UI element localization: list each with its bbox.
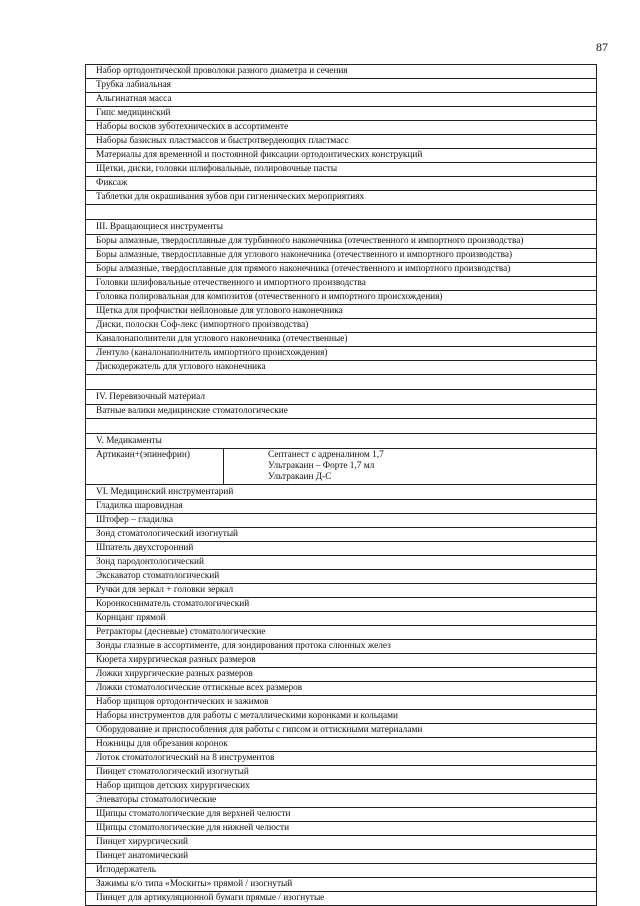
table-row-blank [86,419,597,434]
table-row [86,612,597,626]
row-text: Ложки стоматологические оттискные всех размеров [86,682,597,696]
row-text: Лоток стоматологический на 8 инструментов [86,752,597,766]
table-row [86,163,597,177]
row-text: Каналонаполнители для углового наконечника (отечественные) [86,333,597,347]
table-row [86,668,597,682]
table-row [86,135,597,149]
table-row [86,752,597,766]
row-text: Оборудование и приспособления для работы с гипсом и оттискными материалами [86,724,597,738]
table-row [86,277,597,291]
row-text: Трубка лабиальная [86,79,597,93]
table-row [86,191,597,205]
table-row [86,121,597,135]
table-row [86,149,597,163]
row-text: Ножницы для обрезания коронок [86,738,597,752]
table-row [86,626,597,640]
row-text: Экскаватор стоматологический [86,570,597,584]
table-row [86,878,597,892]
row-text: Наборы восков зуботехнических в ассортименте [86,121,597,135]
row-text: Ретракторы (десневые) стоматологические [86,626,597,640]
row-text: IV. Перевязочный материал [86,390,597,405]
table-row [86,177,597,191]
row-text [86,375,597,390]
table-row [86,405,597,419]
section-heading-row [86,390,597,405]
table-row [86,794,597,808]
table-row [86,836,597,850]
table-row [86,654,597,668]
medication-item: Ультракаин – Форте 1,7 мл [268,461,375,471]
row-text: V. Медикаменты [86,434,597,449]
table-row [86,93,597,107]
row-text: Щипцы стоматологические для верхней челюсти [86,808,597,822]
row-text: Альгинатная масса [86,93,597,107]
table-row [86,500,597,514]
equipment-table [85,64,597,906]
table-row [86,570,597,584]
row-text: Лентуло (каналонаполнитель импортного происхождения) [86,347,597,361]
row-text: Головки шлифовальные отечественного и импортного производства [86,277,597,291]
row-text: VI. Медицинский инструментарий [86,485,597,500]
table-row [86,65,597,79]
table-row [86,319,597,333]
table-row [86,640,597,654]
table-row [86,822,597,836]
table-row [86,107,597,121]
row-text [86,419,597,434]
table-row [86,780,597,794]
row-text: Гипс медицинский [86,107,597,121]
row-text: Набор щипцов детских хирургических [86,780,597,794]
table-row [86,710,597,724]
table-row [86,864,597,878]
row-text: Набор щипцов ортодонтических и зажимов [86,696,597,710]
table-row [86,766,597,780]
table-row [86,528,597,542]
table-row-blank [86,375,597,390]
row-text: Зонд пародонтологический [86,556,597,570]
table-row [86,584,597,598]
table-row [86,291,597,305]
table-row [86,79,597,93]
table-row [86,724,597,738]
row-text: Зонды глазные в ассортименте, для зондирования протока слюнных желез [86,640,597,654]
table-row [86,249,597,263]
row-text: Головка полировальная для композитов (отечественного и импортного происхождения) [86,291,597,305]
row-text: Наборы базисных пластмассов и быстротвердеющих пластмасс [86,135,597,149]
section-heading-row [86,220,597,235]
row-text: Таблетки для окрашивания зубов при гигиенических мероприятиях [86,191,597,205]
medication-row [86,449,597,485]
row-text: Щетки, диски, головки шлифовальные, полировочные пасты [86,163,597,177]
row-text [86,205,597,220]
row-text: Дискодержатель для углового наконечника [86,361,597,375]
table-row [86,696,597,710]
table-row [86,556,597,570]
table-row [86,305,597,319]
table-row [86,682,597,696]
table-row [86,892,597,906]
row-text: Кюрета хирургическая разных размеров [86,654,597,668]
row-text: Набор ортодонтической проволоки разного диаметра и сечения [86,65,597,79]
row-text: Коронкосниматель стоматологический [86,598,597,612]
table-row [86,514,597,528]
table-row [86,738,597,752]
medication-item: Ультракаин Д-С [268,472,332,482]
row-text: Пинцет хирургический [86,836,597,850]
row-text: Элеваторы стоматологические [86,794,597,808]
table-row [86,598,597,612]
row-text: Диски, полоски Соф-лекс (импортного производства) [86,319,597,333]
table-row [86,361,597,375]
row-text: Материалы для временной и постоянной фиксации ортодонтических конструкций [86,149,597,163]
row-text: Ручки для зеркал + головки зеркал [86,584,597,598]
table-row [86,263,597,277]
row-text: Щетка для профчистки нейлоновые для углового наконечника [86,305,597,319]
row-text: Иглодержатель [86,864,597,878]
row-text: Гладилка шаровидная [86,500,597,514]
row-text: Пинцет анатомический [86,850,597,864]
row-text: Боры алмазные, твердосплавные для прямого наконечника (отечественного и импортного производства) [86,263,597,277]
table-row [86,235,597,249]
row-text: Боры алмазные, твердосплавные для турбинного наконечника (отечественного и импортного производства) [86,235,597,249]
table-row [86,850,597,864]
row-text: Ватные валики медицинские стоматологические [86,405,597,419]
row-text: Щипцы стоматологические для нижней челюсти [86,822,597,836]
row-text: Корнцанг прямой [86,612,597,626]
table-row-blank [86,205,597,220]
medication-items [224,449,597,485]
row-text: Боры алмазные, твердосплавные для углового наконечника (отечественного и импортного производства) [86,249,597,263]
medication-item: Септанест с адреналином 1,7 [268,450,384,460]
row-text: Зажимы к/о типа «Москиты» прямой / изогнутый [86,878,597,892]
row-text: Ложки хирургические разных размеров [86,668,597,682]
row-text: Шпатель двухсторонний [86,542,597,556]
row-text: Пинцет стоматологический изогнутый [86,766,597,780]
row-text: III. Вращающиеся инструменты [86,220,597,235]
table-row [86,347,597,361]
section-heading-row [86,485,597,500]
page-number: 87 [596,40,608,54]
row-text: Фиксаж [86,177,597,191]
table-row [86,542,597,556]
table-row [86,333,597,347]
medication-name: Артикаин+(эпинефрин) [86,449,224,485]
row-text: Наборы инструментов для работы с металлическими коронками и кольцами [86,710,597,724]
row-text: Пинцет для артикуляционной бумаги прямые / изогнутые [86,892,597,906]
table-row [86,808,597,822]
section-heading-row [86,434,597,449]
row-text: Штофер – гладилка [86,514,597,528]
row-text: Зонд стоматологический изогнутый [86,528,597,542]
